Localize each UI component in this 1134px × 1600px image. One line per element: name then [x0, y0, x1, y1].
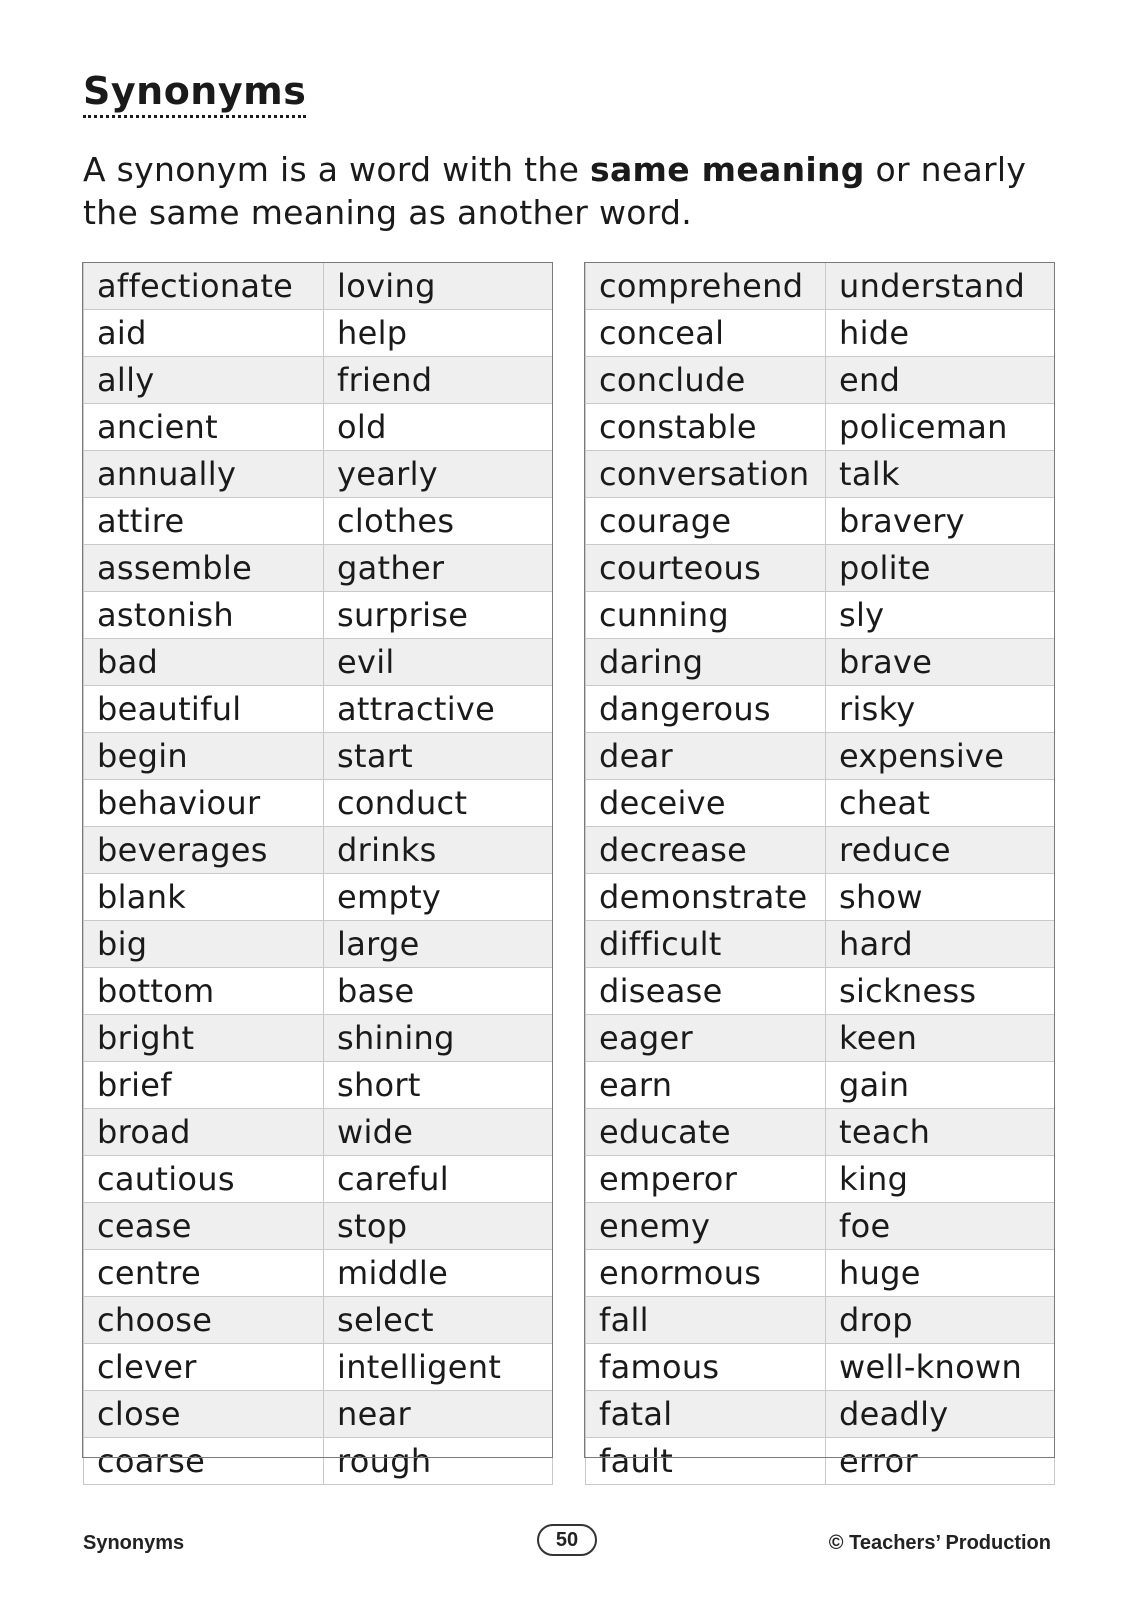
table-row: [586, 1156, 1055, 1203]
synonym-cell: reduce: [826, 827, 1055, 874]
word-cell: ally: [84, 357, 324, 404]
synonym-cell: sly: [826, 592, 1055, 639]
synonym-cell: sickness: [826, 968, 1055, 1015]
intro-before: A synonym is a word with the: [83, 150, 590, 189]
table-row: [586, 1250, 1055, 1297]
synonym-cell: rough: [324, 1438, 553, 1485]
word-cell: daring: [586, 639, 826, 686]
synonym-cell: deadly: [826, 1391, 1055, 1438]
synonym-table-right-body: [586, 263, 1055, 1485]
table-row: [84, 874, 553, 921]
table-row: [586, 357, 1055, 404]
word-cell: dangerous: [586, 686, 826, 733]
word-cell: enemy: [586, 1203, 826, 1250]
word-cell: annually: [84, 451, 324, 498]
word-cell: constable: [586, 404, 826, 451]
synonym-cell: end: [826, 357, 1055, 404]
synonym-cell: show: [826, 874, 1055, 921]
word-cell: educate: [586, 1109, 826, 1156]
word-cell: broad: [84, 1109, 324, 1156]
synonym-cell: evil: [324, 639, 553, 686]
table-row: [586, 1203, 1055, 1250]
synonym-cell: large: [324, 921, 553, 968]
word-cell: enormous: [586, 1250, 826, 1297]
footer-copyright: © Teachers’ Production: [828, 1532, 1051, 1554]
table-row: [586, 1109, 1055, 1156]
synonym-cell: middle: [324, 1250, 553, 1297]
word-cell: behaviour: [84, 780, 324, 827]
synonym-cell: drinks: [324, 827, 553, 874]
synonym-cell: expensive: [826, 733, 1055, 780]
synonym-cell: base: [324, 968, 553, 1015]
word-cell: attire: [84, 498, 324, 545]
word-cell: conclude: [586, 357, 826, 404]
synonym-cell: intelligent: [324, 1344, 553, 1391]
word-cell: fault: [586, 1438, 826, 1485]
word-cell: bad: [84, 639, 324, 686]
table-row: [84, 921, 553, 968]
page-number: 50: [537, 1524, 597, 1556]
word-cell: astonish: [84, 592, 324, 639]
synonym-cell: policeman: [826, 404, 1055, 451]
table-row: [84, 968, 553, 1015]
table-row: [84, 1438, 553, 1485]
table-row: [84, 1391, 553, 1438]
table-row: [84, 1344, 553, 1391]
synonym-cell: brave: [826, 639, 1055, 686]
footer-section-title: Synonyms: [83, 1532, 185, 1554]
table-row: [586, 545, 1055, 592]
table-row: [586, 639, 1055, 686]
word-cell: courteous: [586, 545, 826, 592]
word-cell: decrease: [586, 827, 826, 874]
word-cell: coarse: [84, 1438, 324, 1485]
word-cell: aid: [84, 310, 324, 357]
word-cell: difficult: [586, 921, 826, 968]
table-row: [586, 1344, 1055, 1391]
table-row: [84, 1203, 553, 1250]
table-row: [84, 1156, 553, 1203]
synonym-cell: conduct: [324, 780, 553, 827]
synonym-cell: short: [324, 1062, 553, 1109]
synonym-table-left: [83, 262, 553, 1485]
table-row: [84, 733, 553, 780]
word-cell: bottom: [84, 968, 324, 1015]
word-cell: centre: [84, 1250, 324, 1297]
table-row: [586, 498, 1055, 545]
synonym-cell: old: [324, 404, 553, 451]
table-row: [586, 592, 1055, 639]
synonym-table-right: [585, 262, 1055, 1485]
table-row: [84, 357, 553, 404]
table-row: [84, 686, 553, 733]
word-cell: bright: [84, 1015, 324, 1062]
word-cell: assemble: [84, 545, 324, 592]
word-cell: fall: [586, 1297, 826, 1344]
synonym-cell: near: [324, 1391, 553, 1438]
table-row: [84, 451, 553, 498]
table-row: [586, 1391, 1055, 1438]
word-cell: cunning: [586, 592, 826, 639]
synonym-cell: shining: [324, 1015, 553, 1062]
word-cell: close: [84, 1391, 324, 1438]
synonym-cell: huge: [826, 1250, 1055, 1297]
synonym-cell: wide: [324, 1109, 553, 1156]
synonym-cell: cheat: [826, 780, 1055, 827]
table-row: [586, 827, 1055, 874]
table-row: [84, 263, 553, 310]
table-row: [586, 404, 1055, 451]
table-row: [84, 404, 553, 451]
word-cell: dear: [586, 733, 826, 780]
table-row: [84, 1250, 553, 1297]
table-row: [586, 310, 1055, 357]
synonym-table-left-body: [84, 263, 553, 1485]
table-row: [586, 874, 1055, 921]
synonym-cell: bravery: [826, 498, 1055, 545]
page-title: Synonyms: [83, 68, 306, 118]
table-row: [84, 498, 553, 545]
word-cell: brief: [84, 1062, 324, 1109]
table-row: [84, 1109, 553, 1156]
table-row: [586, 1438, 1055, 1485]
table-row: [586, 686, 1055, 733]
synonym-cell: foe: [826, 1203, 1055, 1250]
table-row: [586, 263, 1055, 310]
synonym-cell: help: [324, 310, 553, 357]
table-row: [84, 310, 553, 357]
word-cell: comprehend: [586, 263, 826, 310]
word-cell: beverages: [84, 827, 324, 874]
synonym-cell: yearly: [324, 451, 553, 498]
word-cell: famous: [586, 1344, 826, 1391]
table-row: [84, 1062, 553, 1109]
intro-after: or nearly the same meaning as another word.: [83, 150, 1027, 232]
word-cell: fatal: [586, 1391, 826, 1438]
synonym-cell: teach: [826, 1109, 1055, 1156]
table-row: [586, 1297, 1055, 1344]
synonym-cell: surprise: [324, 592, 553, 639]
synonym-cell: king: [826, 1156, 1055, 1203]
table-row: [84, 1297, 553, 1344]
synonym-cell: drop: [826, 1297, 1055, 1344]
word-cell: demonstrate: [586, 874, 826, 921]
synonym-cell: friend: [324, 357, 553, 404]
word-cell: conversation: [586, 451, 826, 498]
synonym-cell: polite: [826, 545, 1055, 592]
synonym-cell: loving: [324, 263, 553, 310]
synonym-cell: clothes: [324, 498, 553, 545]
table-row: [586, 451, 1055, 498]
table-row: [586, 968, 1055, 1015]
synonym-cell: attractive: [324, 686, 553, 733]
synonym-cell: hide: [826, 310, 1055, 357]
word-cell: cease: [84, 1203, 324, 1250]
word-cell: choose: [84, 1297, 324, 1344]
word-cell: disease: [586, 968, 826, 1015]
word-cell: clever: [84, 1344, 324, 1391]
table-row: [586, 1062, 1055, 1109]
word-cell: big: [84, 921, 324, 968]
synonym-cell: risky: [826, 686, 1055, 733]
word-cell: earn: [586, 1062, 826, 1109]
synonym-cell: understand: [826, 263, 1055, 310]
synonym-cell: stop: [324, 1203, 553, 1250]
table-row: [586, 921, 1055, 968]
synonym-cell: gain: [826, 1062, 1055, 1109]
intro-emphasis: same meaning: [590, 150, 865, 189]
synonym-cell: select: [324, 1297, 553, 1344]
word-cell: eager: [586, 1015, 826, 1062]
table-row: [84, 827, 553, 874]
word-cell: cautious: [84, 1156, 324, 1203]
word-cell: emperor: [586, 1156, 826, 1203]
synonym-cell: well-known: [826, 1344, 1055, 1391]
word-cell: affectionate: [84, 263, 324, 310]
synonym-cell: keen: [826, 1015, 1055, 1062]
synonym-cell: error: [826, 1438, 1055, 1485]
table-row: [84, 780, 553, 827]
synonym-cell: hard: [826, 921, 1055, 968]
table-row: [84, 639, 553, 686]
table-row: [586, 780, 1055, 827]
synonym-cell: empty: [324, 874, 553, 921]
word-cell: courage: [586, 498, 826, 545]
table-row: [84, 1015, 553, 1062]
word-cell: blank: [84, 874, 324, 921]
table-row: [586, 733, 1055, 780]
word-cell: deceive: [586, 780, 826, 827]
synonym-cell: careful: [324, 1156, 553, 1203]
intro-text: [83, 148, 1063, 234]
synonym-cell: start: [324, 733, 553, 780]
word-cell: begin: [84, 733, 324, 780]
synonym-cell: gather: [324, 545, 553, 592]
word-cell: conceal: [586, 310, 826, 357]
table-row: [586, 1015, 1055, 1062]
synonym-cell: talk: [826, 451, 1055, 498]
table-row: [84, 545, 553, 592]
word-cell: beautiful: [84, 686, 324, 733]
word-cell: ancient: [84, 404, 324, 451]
table-row: [84, 592, 553, 639]
